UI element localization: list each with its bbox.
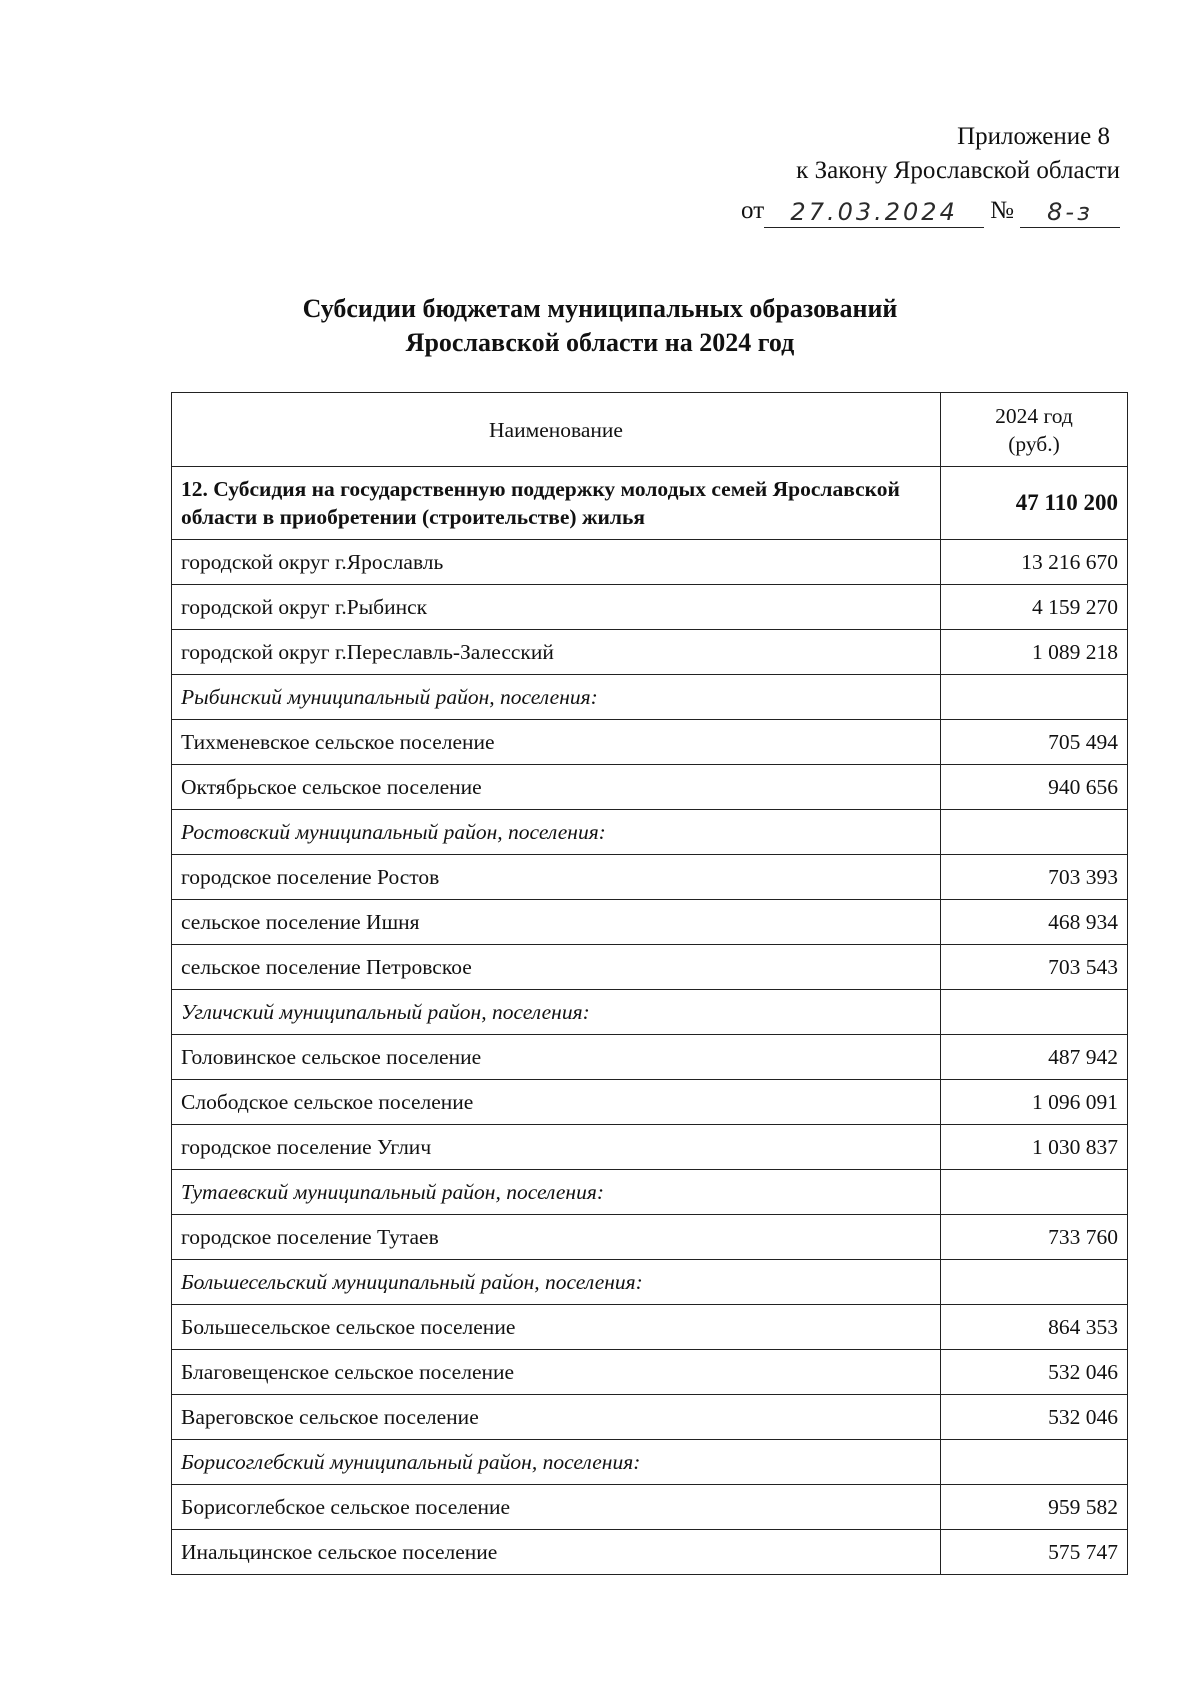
table-row — [172, 900, 1128, 945]
column-header-name: Наименование — [172, 393, 941, 467]
column-header-year: 2024 год — [995, 403, 1073, 428]
table-row — [172, 1125, 1128, 1170]
row-value — [941, 1170, 1128, 1215]
appendix-header — [690, 120, 1120, 228]
row-name: сельское поселение Петровское — [172, 945, 941, 990]
table-row — [172, 1485, 1128, 1530]
handwritten-date: 27.03.2024 — [764, 197, 984, 228]
table-row — [172, 1215, 1128, 1260]
table-row — [172, 585, 1128, 630]
section-row — [172, 810, 1128, 855]
row-name: Большесельское сельское поселение — [172, 1305, 941, 1350]
table-row — [172, 1350, 1128, 1395]
table-row — [172, 1395, 1128, 1440]
row-name: городское поселение Углич — [172, 1125, 941, 1170]
row-name: Октябрьское сельское поселение — [172, 765, 941, 810]
section-row — [172, 990, 1128, 1035]
section-name: Рыбинский муниципальный район, поселения: — [172, 675, 941, 720]
row-value: 940 656 — [941, 765, 1128, 810]
row-name: городской округ г.Ярославль — [172, 540, 941, 585]
row-name: городской округ г.Переславль-Залесский — [172, 630, 941, 675]
section-name: Большесельский муниципальный район, поселения: — [172, 1260, 941, 1305]
row-value: 705 494 — [941, 720, 1128, 765]
table-row — [172, 1080, 1128, 1125]
row-value: 1 030 837 — [941, 1125, 1128, 1170]
appendix-label: Приложение 8 — [957, 123, 1110, 150]
row-name: Тихменевское сельское поселение — [172, 720, 941, 765]
section-row — [172, 1170, 1128, 1215]
handwritten-number: 8-з — [1020, 197, 1120, 228]
column-header-value — [941, 393, 1128, 467]
row-value: 4 159 270 — [941, 585, 1128, 630]
section-row — [172, 1260, 1128, 1305]
row-value: 532 046 — [941, 1395, 1128, 1440]
row-name: городское поселение Ростов — [172, 855, 941, 900]
row-name: Инальцинское сельское поселение — [172, 1530, 941, 1575]
row-value — [941, 1260, 1128, 1305]
row-value: 864 353 — [941, 1305, 1128, 1350]
section-name: Ростовский муниципальный район, поселения: — [172, 810, 941, 855]
law-date-number — [690, 194, 1120, 228]
row-name: Головинское сельское поселение — [172, 1035, 941, 1080]
subsidy-table — [171, 392, 1128, 1575]
row-name: Вареговское сельское поселение — [172, 1395, 941, 1440]
section-row — [172, 675, 1128, 720]
document-title — [0, 292, 1200, 360]
row-value — [941, 810, 1128, 855]
table-header-row — [172, 393, 1128, 467]
section-row — [172, 1440, 1128, 1485]
table-row — [172, 630, 1128, 675]
table-row — [172, 1530, 1128, 1575]
total-value: 47 110 200 — [941, 467, 1128, 540]
row-value: 703 543 — [941, 945, 1128, 990]
table-row — [172, 540, 1128, 585]
section-name: Угличский муниципальный район, поселения: — [172, 990, 941, 1035]
row-value: 733 760 — [941, 1215, 1128, 1260]
row-value — [941, 990, 1128, 1035]
column-header-unit: (руб.) — [1008, 431, 1060, 456]
table-row — [172, 765, 1128, 810]
row-name: Благовещенское сельское поселение — [172, 1350, 941, 1395]
row-value: 532 046 — [941, 1350, 1128, 1395]
total-name: 12. Субсидия на государственную поддержку молодых семей Ярославской области в приобретении (строительстве) жилья — [172, 467, 941, 540]
row-value: 1 089 218 — [941, 630, 1128, 675]
row-name: городское поселение Тутаев — [172, 1215, 941, 1260]
table-row — [172, 855, 1128, 900]
row-value: 468 934 — [941, 900, 1128, 945]
row-value: 1 096 091 — [941, 1080, 1128, 1125]
row-value: 13 216 670 — [941, 540, 1128, 585]
row-value: 575 747 — [941, 1530, 1128, 1575]
table-row — [172, 720, 1128, 765]
row-name: сельское поселение Ишня — [172, 900, 941, 945]
row-name: Слободское сельское поселение — [172, 1080, 941, 1125]
date-prefix: от — [741, 197, 765, 224]
row-value: 703 393 — [941, 855, 1128, 900]
table-row — [172, 945, 1128, 990]
row-value: 959 582 — [941, 1485, 1128, 1530]
row-name: городской округ г.Рыбинск — [172, 585, 941, 630]
title-line-2: Ярославской области на 2024 год — [405, 328, 795, 357]
row-value — [941, 675, 1128, 720]
row-value: 487 942 — [941, 1035, 1128, 1080]
law-reference: к Закону Ярославской области — [796, 157, 1120, 184]
table-row — [172, 1305, 1128, 1350]
row-name: Борисоглебское сельское поселение — [172, 1485, 941, 1530]
total-row — [172, 467, 1128, 540]
number-sign: № — [990, 197, 1014, 224]
section-name: Борисоглебский муниципальный район, поселения: — [172, 1440, 941, 1485]
row-value — [941, 1440, 1128, 1485]
table-row — [172, 1035, 1128, 1080]
title-line-1: Субсидии бюджетам муниципальных образований — [302, 294, 898, 323]
section-name: Тутаевский муниципальный район, поселения: — [172, 1170, 941, 1215]
